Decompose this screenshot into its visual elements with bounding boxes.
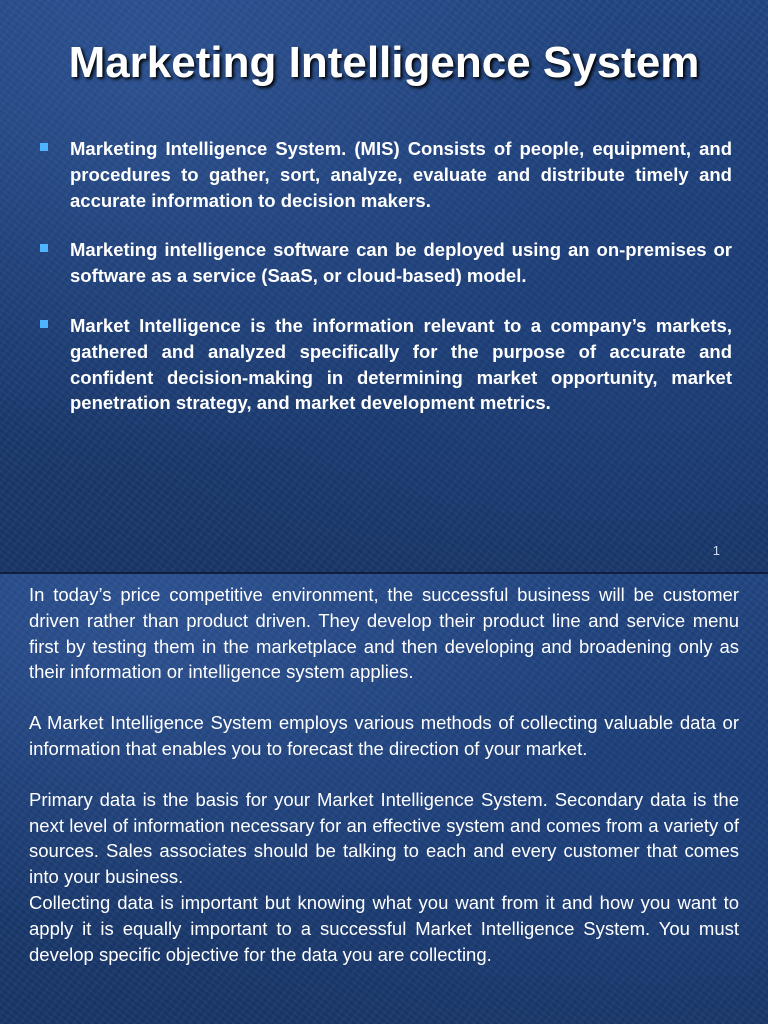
bullet-text: Market Intelligence is the information relevant to a company’s markets, gathered and analyzed specifically for the purpose of accurate and confident decision-making in determining market opportunity, market penetration strategy, and market development metrics. (70, 314, 732, 414)
bullet-list (38, 136, 732, 440)
page-number: 1 (712, 543, 720, 558)
square-bullet-icon (40, 143, 48, 151)
square-bullet-icon (40, 320, 48, 328)
bullet-text: Marketing intelligence software can be deployed using an on-premises or software as a service (SaaS, or cloud-based) model. (70, 239, 732, 287)
bullet-item (38, 136, 732, 213)
bullet-text: Marketing Intelligence System. (MIS) Consists of people, equipment, and procedures to gather, sort, analyze, evaluate and distribute timely and accurate information to decision makers. (70, 138, 732, 211)
bullet-item (38, 313, 732, 416)
square-bullet-icon (40, 244, 48, 252)
slide-title: Marketing Intelligence System (68, 38, 700, 87)
slide-2 (0, 574, 768, 1024)
bullet-item (38, 237, 732, 289)
body-text (29, 582, 739, 992)
paragraph: Primary data is the basis for your Market Intelligence System. Secondary data is the next level of information necessary for an effective system and comes from a variety of sources. Sales associates should be talking to each and every customer that comes into your business. (29, 788, 739, 888)
paragraph: A Market Intelligence System employs various methods of collecting valuable data or information that enables you to forecast the direction of your market. (29, 712, 739, 759)
paragraph: Collecting data is important but knowing what you want from it and how you want to apply it is equally important to a successful Market Intelligence System. You must develop specific objective for the data you are collecting. (29, 891, 739, 965)
paragraph: In today’s price competitive environment, the successful business will be customer driven rather than product driven. They develop their product line and service menu first by testing them in the marketplace and then developing and broadening only as their information or intelligence system applies. (29, 584, 739, 683)
